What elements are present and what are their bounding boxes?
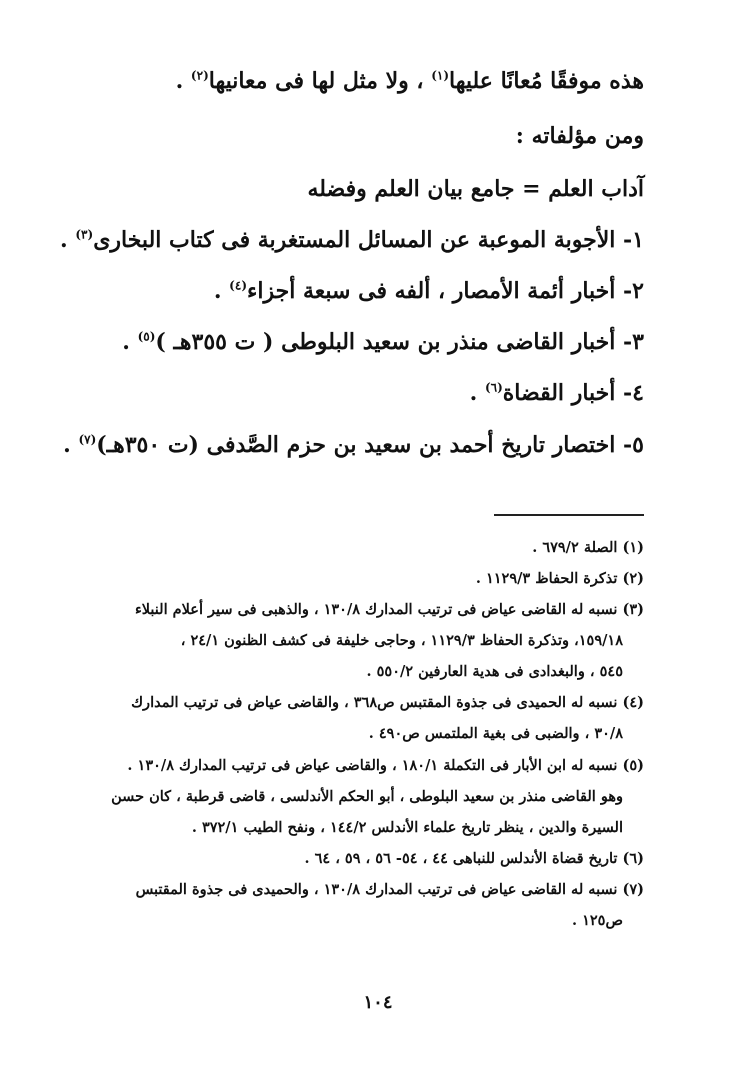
work-item-2-end: . (213, 278, 222, 304)
note-marker-2: (٢) (190, 68, 209, 83)
footnote-7-cont: ص١٢٥ . (571, 912, 623, 929)
work-item-4-text: ٤- أخبار القضاة (502, 380, 644, 406)
work-item-3 (122, 327, 644, 357)
note-marker-3: (٣) (75, 227, 94, 242)
note-marker-4: (٤) (229, 278, 247, 293)
work-item-1-text: ١- الأجوبة الموعبة عن المسائل المستغربة فى كتاب البخارى (93, 227, 644, 253)
work-item-2 (214, 276, 644, 306)
footnote-4: (٤) نسبه له الحميدى فى جذوة المقتبس ص٣٦٨ ، والقاضى عياض فى ترتيب المدارك (131, 694, 644, 711)
footnote-6: (٦) تاريخ قضاة الأندلس للنباهى ٤٤ ، ٥٤- ٥٦ ، ٥٩ ، ٦٤ . (304, 850, 644, 867)
works-heading: ومن مؤلفاته : (515, 123, 644, 149)
intro-end: . (175, 68, 184, 94)
footnote-divider (494, 514, 644, 516)
intro-line (176, 66, 644, 96)
footnote-5: (٥) نسبه له ابن الأبار فى التكملة ١٨٠/١ ، والقاضى عياض فى ترتيب المدارك ١٣٠/٨ . (127, 757, 644, 774)
footnote-1: (١) الصلة ٦٧٩/٢ . (532, 539, 644, 556)
footnote-3-cont-1: ١٥٩/١٨، وتذكرة الحفاظ ١١٢٩/٣ ، وحاجى خليفة فى كشف الظنون ٢٤/١ ، (180, 632, 623, 649)
footnote-2: (٢) تذكرة الحفاظ ١١٢٩/٣ . (475, 570, 644, 587)
intro-text: هذه موفقًا مُعانًا عليها (449, 68, 644, 94)
work-item-5-end: . (63, 432, 71, 458)
work-item-1 (60, 225, 644, 255)
work-item-5 (63, 430, 644, 460)
work-item-2-text: ٢- أخبار أئمة الأمصار ، ألفه فى سبعة أجزاء (247, 278, 644, 304)
work-item-4-end: . (469, 380, 478, 406)
adab-line: آداب العلم = جامع بيان العلم وفضله (307, 176, 644, 202)
footnote-7: (٧) نسبه له القاضى عياض فى ترتيب المدارك ١٣٠/٨ ، والحميدى فى جذوة المقتبس (135, 881, 644, 898)
work-item-3-text: ٣- أخبار القاضى منذر بن سعيد البلوطى ( ت ٣٥٥هـ ) (155, 329, 644, 355)
footnote-5-cont-2: السيرة والدين ، ينظر تاريخ علماء الأندلس ١٤٤/٢ ، ونفح الطيب ٣٧٢/١ . (191, 819, 623, 836)
work-item-3-end: . (122, 329, 130, 355)
page-number: ١٠٤ (363, 992, 393, 1013)
intro-middle: ، ولا مثل لها فى معانيها (208, 68, 424, 94)
footnote-3-cont-2: ٥٤٥ ، والبغدادى فى هدية العارفين ٥٥٠/٢ . (366, 663, 623, 680)
note-marker-5: (٥) (137, 329, 156, 344)
work-item-4 (470, 378, 644, 408)
note-marker-1: (١) (431, 68, 450, 83)
note-marker-6: (٦) (484, 380, 503, 395)
footnote-4-cont: ٣٠/٨ ، والضبى فى بغية الملتمس ص٤٩٠ . (368, 725, 623, 742)
footnote-3: (٣) نسبه له القاضى عياض فى ترتيب المدارك ١٣٠/٨ ، والذهبى فى سير أعلام النبلاء (134, 601, 644, 618)
work-item-5-text: ٥- اختصار تاريخ أحمد بن سعيد بن حزم الصَّدفى (ت ٣٥٠هـ) (96, 432, 644, 458)
note-marker-7: (٧) (78, 432, 97, 447)
footnote-5-cont-1: وهو القاضى منذر بن سعيد البلوطى ، أبو الحكم الأندلسى ، قاضى قرطبة ، كان حسن (111, 788, 623, 805)
work-item-1-end: . (60, 227, 68, 253)
